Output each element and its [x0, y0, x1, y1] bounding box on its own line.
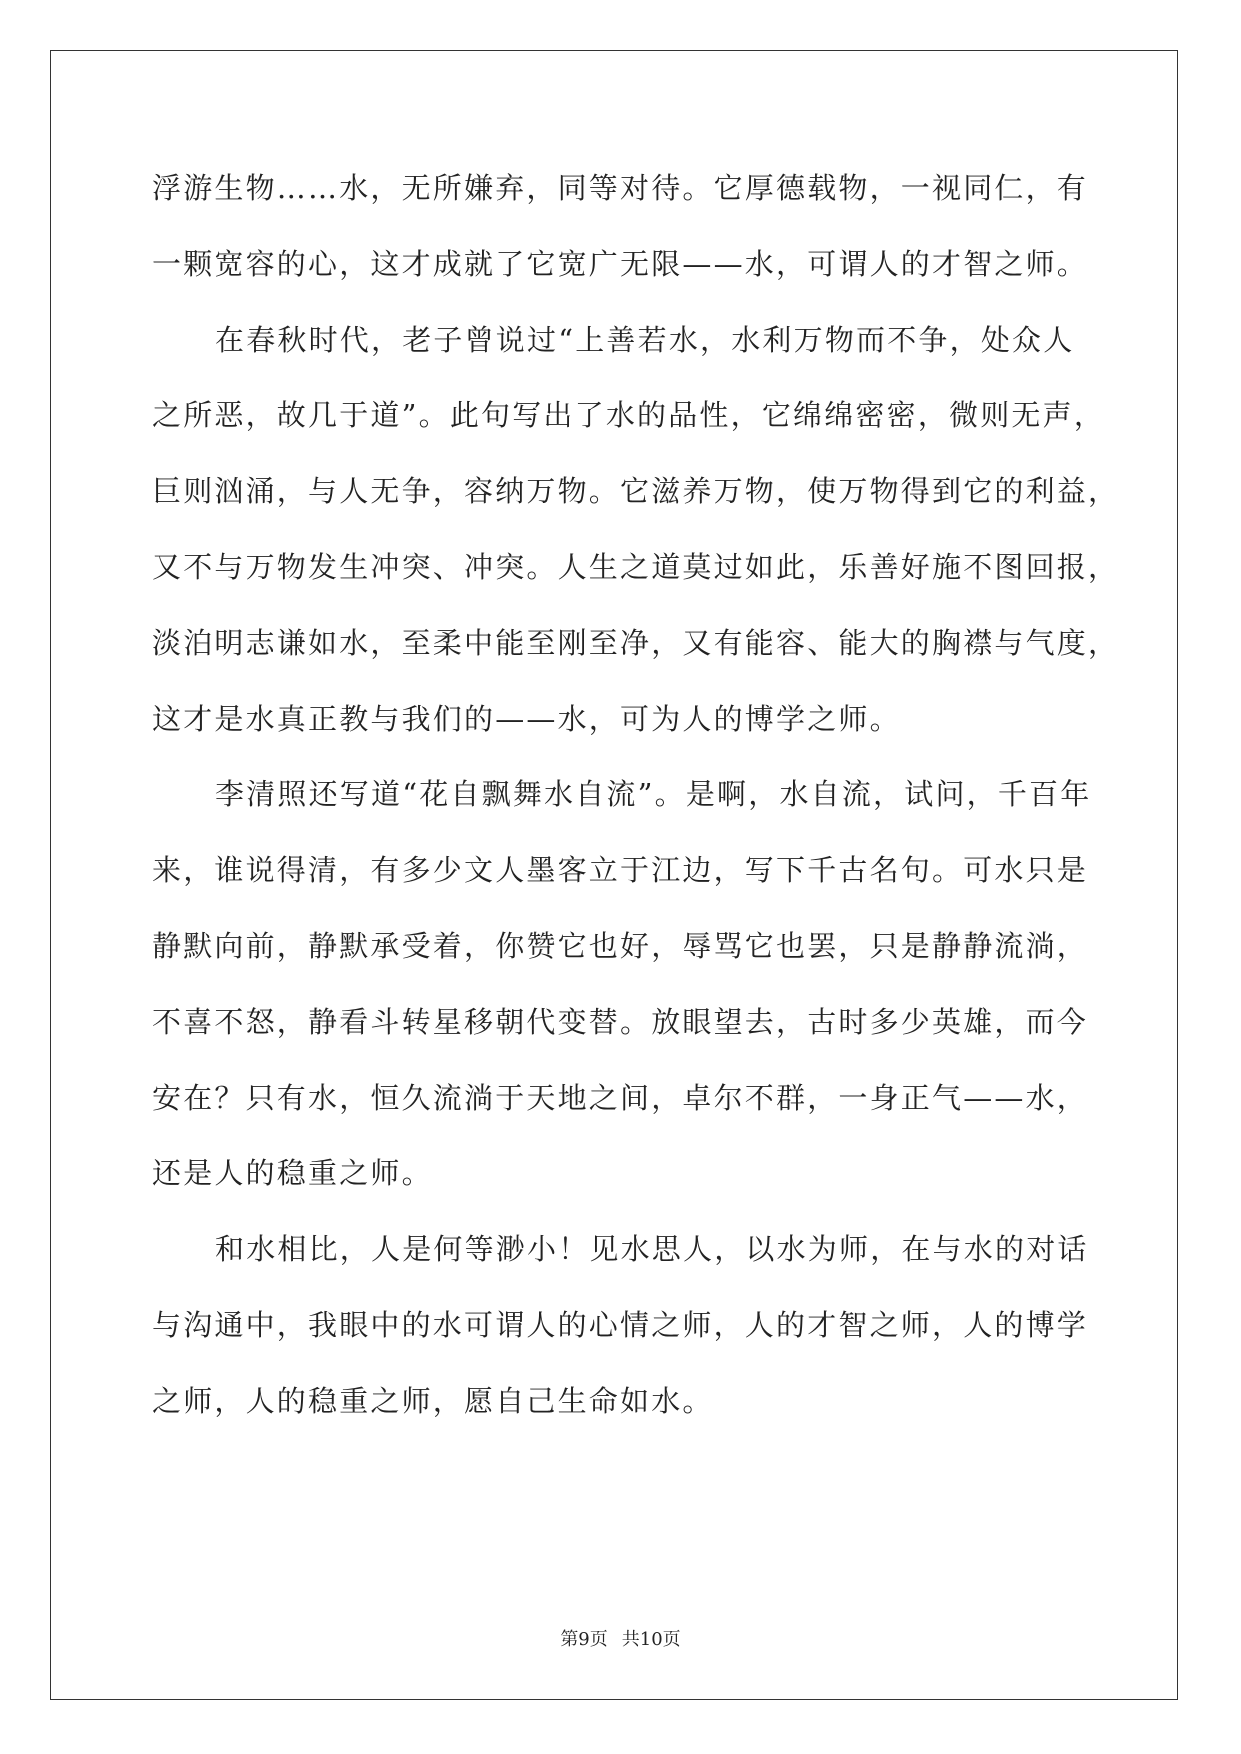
- text-line: 淡泊明志谦如水，至柔中能至刚至净，又有能容、能大的胸襟与气度，: [152, 625, 1120, 660]
- paragraph-start-line: 和水相比，人是何等渺小！见水思人，以水为师，在与水的对话: [215, 1232, 1089, 1267]
- text-line: 来，谁说得清，有多少文人墨客立于江边，写下千古名句。可水只是: [152, 853, 1089, 888]
- text-line: 巨则汹涌，与人无争，容纳万物。它滋养万物，使万物得到它的利益，: [152, 474, 1120, 509]
- page-total: 共10页: [621, 1629, 681, 1650]
- text-line: 还是人的稳重之师。: [152, 1156, 433, 1191]
- text-line: 不喜不怒，静看斗转星移朝代变替。放眼望去，古时多少英雄，而今: [152, 1004, 1089, 1039]
- text-line: 之师，人的稳重之师，愿自己生命如水。: [152, 1383, 714, 1418]
- text-line: 与沟通中，我眼中的水可谓人的心情之师，人的才智之师，人的博学: [152, 1307, 1089, 1342]
- text-line: 安在？只有水，恒久流淌于天地之间，卓尔不群，一身正气——水，: [152, 1080, 1089, 1115]
- paragraph-start-line: 在春秋时代，老子曾说过“上善若水，水利万物而不争，处众人: [215, 322, 1075, 357]
- text-line: 一颗宽容的心，这才成就了它宽广无限——水，可谓人的才智之师。: [152, 246, 1089, 281]
- text-line: 又不与万物发生冲突、冲突。人生之道莫过如此，乐善好施不图回报，: [152, 549, 1120, 584]
- text-line: 这才是水真正教与我们的——水，可为人的博学之师。: [152, 701, 901, 736]
- text-line: 浮游生物……水，无所嫌弃，同等对待。它厚德载物，一视同仁，有: [152, 171, 1089, 205]
- page-footer: [0, 1625, 1241, 1651]
- page-number: 第9页: [560, 1629, 608, 1650]
- paragraph-start-line: 李清照还写道“花自飘舞水自流”。是啊，水自流，试问，千百年: [215, 777, 1092, 812]
- text-line: 静默向前，静默承受着，你赞它也好，辱骂它也罢，只是静静流淌，: [152, 928, 1089, 963]
- text-line: 之所恶，故几于道”。此句写出了水的品性，它绵绵密密，微则无声，: [152, 398, 1106, 433]
- document-body: [152, 160, 1120, 1449]
